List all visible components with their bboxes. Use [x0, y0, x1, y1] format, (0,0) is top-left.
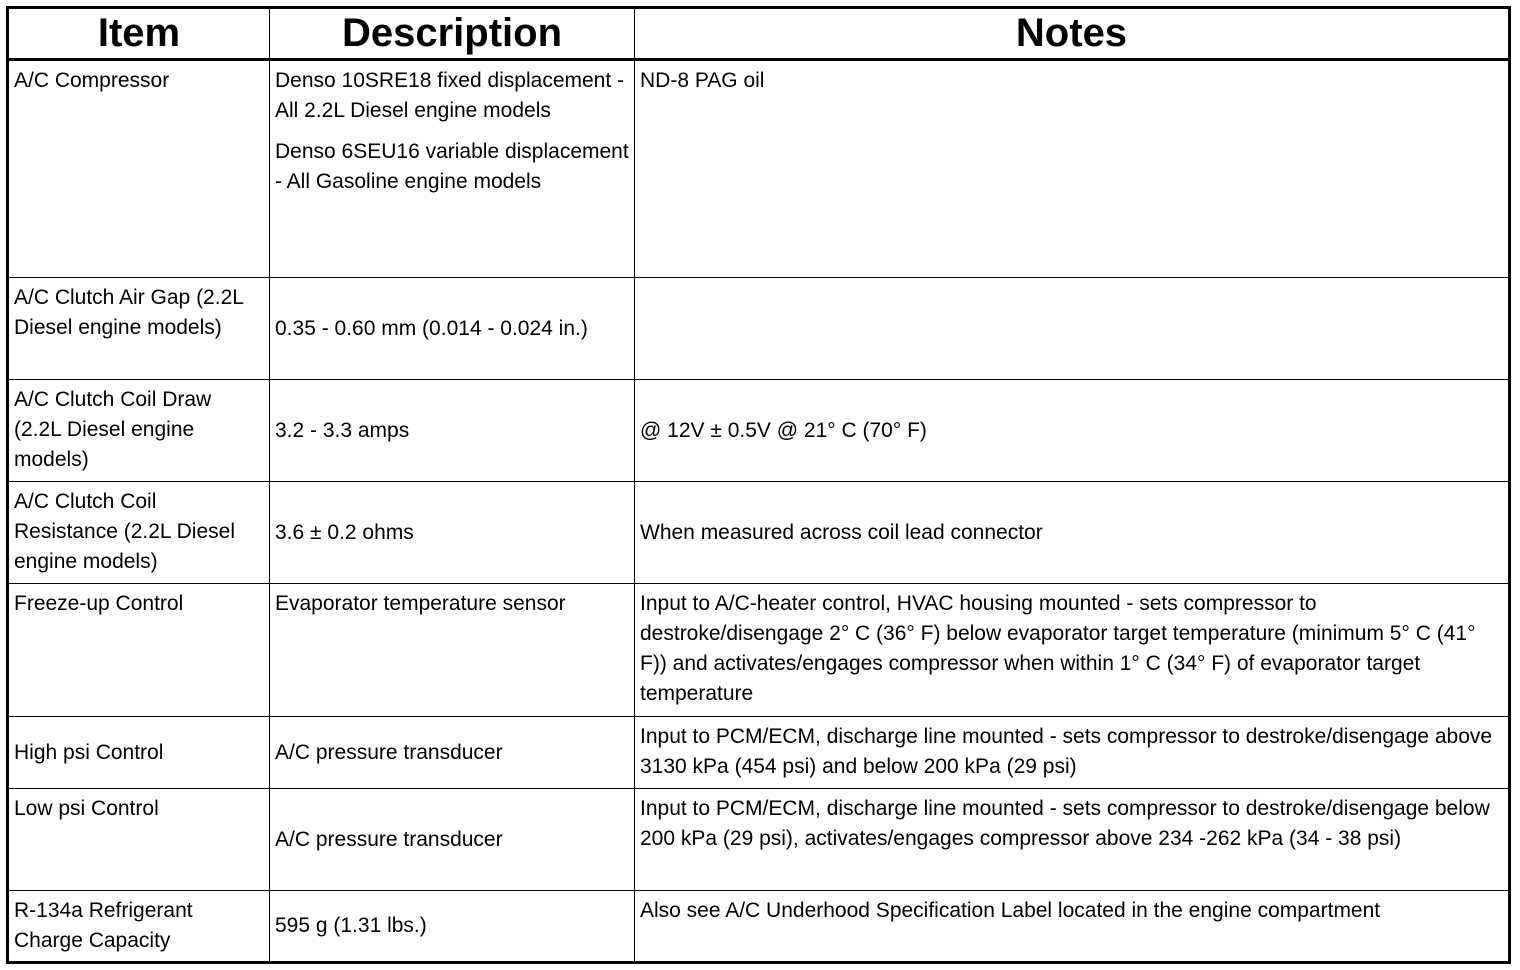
notes-text: Input to PCM/ECM, discharge line mounted - sets compressor to destroke/disengage below 200 kPa (29 psi), activates/engages compressor above 234 -262 kPa (34 - 38 psi) — [640, 797, 1490, 850]
table-row — [8, 717, 1510, 789]
table-row — [8, 60, 1510, 278]
item-cell — [8, 717, 270, 789]
item-cell — [8, 482, 270, 584]
header-notes: Notes — [635, 8, 1510, 60]
description-text: 0.35 - 0.60 mm (0.014 - 0.024 in.) — [275, 316, 588, 340]
description-cell — [270, 60, 635, 278]
notes-text: Also see A/C Underhood Specification Label located in the engine compartment — [640, 899, 1381, 922]
notes-cell — [635, 60, 1510, 278]
notes-text: @ 12V ± 0.5V @ 21° C (70° F) — [640, 418, 927, 442]
description-text: 3.6 ± 0.2 ohms — [275, 520, 414, 544]
header-row — [8, 8, 1510, 60]
description-text: 595 g (1.31 lbs.) — [275, 914, 427, 937]
table-row — [8, 380, 1510, 482]
item-text: High psi Control — [14, 740, 164, 764]
table-row — [8, 789, 1510, 891]
notes-cell — [635, 584, 1510, 717]
description-cell — [270, 482, 635, 584]
table-row — [8, 482, 1510, 584]
description-cell — [270, 278, 635, 380]
table-row — [8, 278, 1510, 380]
notes-cell — [635, 717, 1510, 789]
description-text: 3.2 - 3.3 amps — [275, 418, 410, 442]
item-text: A/C Clutch Coil Draw (2.2L Diesel engine models) — [14, 388, 212, 471]
table-row — [8, 584, 1510, 717]
notes-cell — [635, 891, 1510, 963]
description-paragraph: Denso 10SRE18 fixed displacement - All 2.2L Diesel engine models — [275, 69, 625, 122]
notes-text: When measured across coil lead connector — [640, 520, 1043, 544]
item-text: Freeze-up Control — [14, 592, 184, 615]
notes-cell — [635, 278, 1510, 380]
item-cell — [8, 278, 270, 380]
item-cell — [8, 60, 270, 278]
notes-text: ND-8 PAG oil — [640, 69, 765, 92]
description-cell — [270, 380, 635, 482]
item-text: A/C Clutch Air Gap (2.2L Diesel engine models) — [14, 286, 244, 339]
description-text: Evaporator temperature sensor — [275, 592, 566, 615]
item-text: A/C Compressor — [14, 69, 170, 92]
description-paragraph: Denso 6SEU16 variable displacement - All Gasoline engine models — [275, 140, 629, 193]
description-cell — [270, 891, 635, 963]
notes-cell — [635, 380, 1510, 482]
description-cell — [270, 717, 635, 789]
notes-text: Input to A/C-heater control, HVAC housing mounted - sets compressor to destroke/disengage 2° C (36° F) below evaporator target temperature (minimum 5° C (41° F)) and activates/engages compressor when within 1° C (34° F) of evaporator target temperature — [640, 592, 1476, 705]
item-text: Low psi Control — [14, 797, 159, 820]
item-cell — [8, 789, 270, 891]
description-cell — [270, 584, 635, 717]
notes-cell — [635, 482, 1510, 584]
item-cell — [8, 891, 270, 963]
notes-cell — [635, 789, 1510, 891]
item-text: A/C Clutch Coil Resistance (2.2L Diesel engine models) — [14, 490, 235, 573]
notes-text: Input to PCM/ECM, discharge line mounted - sets compressor to destroke/disengage above 3130 kPa (454 psi) and below 200 kPa (29 psi) — [640, 725, 1493, 778]
table-row — [8, 891, 1510, 963]
header-description: Description — [270, 8, 635, 60]
item-cell — [8, 380, 270, 482]
description-text: A/C pressure transducer — [275, 827, 503, 851]
description-cell — [270, 789, 635, 891]
ac-specification-table — [6, 6, 1511, 964]
description-text: A/C pressure transducer — [275, 740, 503, 764]
item-cell — [8, 584, 270, 717]
header-item: Item — [8, 8, 270, 60]
item-text: R-134a Refrigerant Charge Capacity — [14, 899, 193, 952]
